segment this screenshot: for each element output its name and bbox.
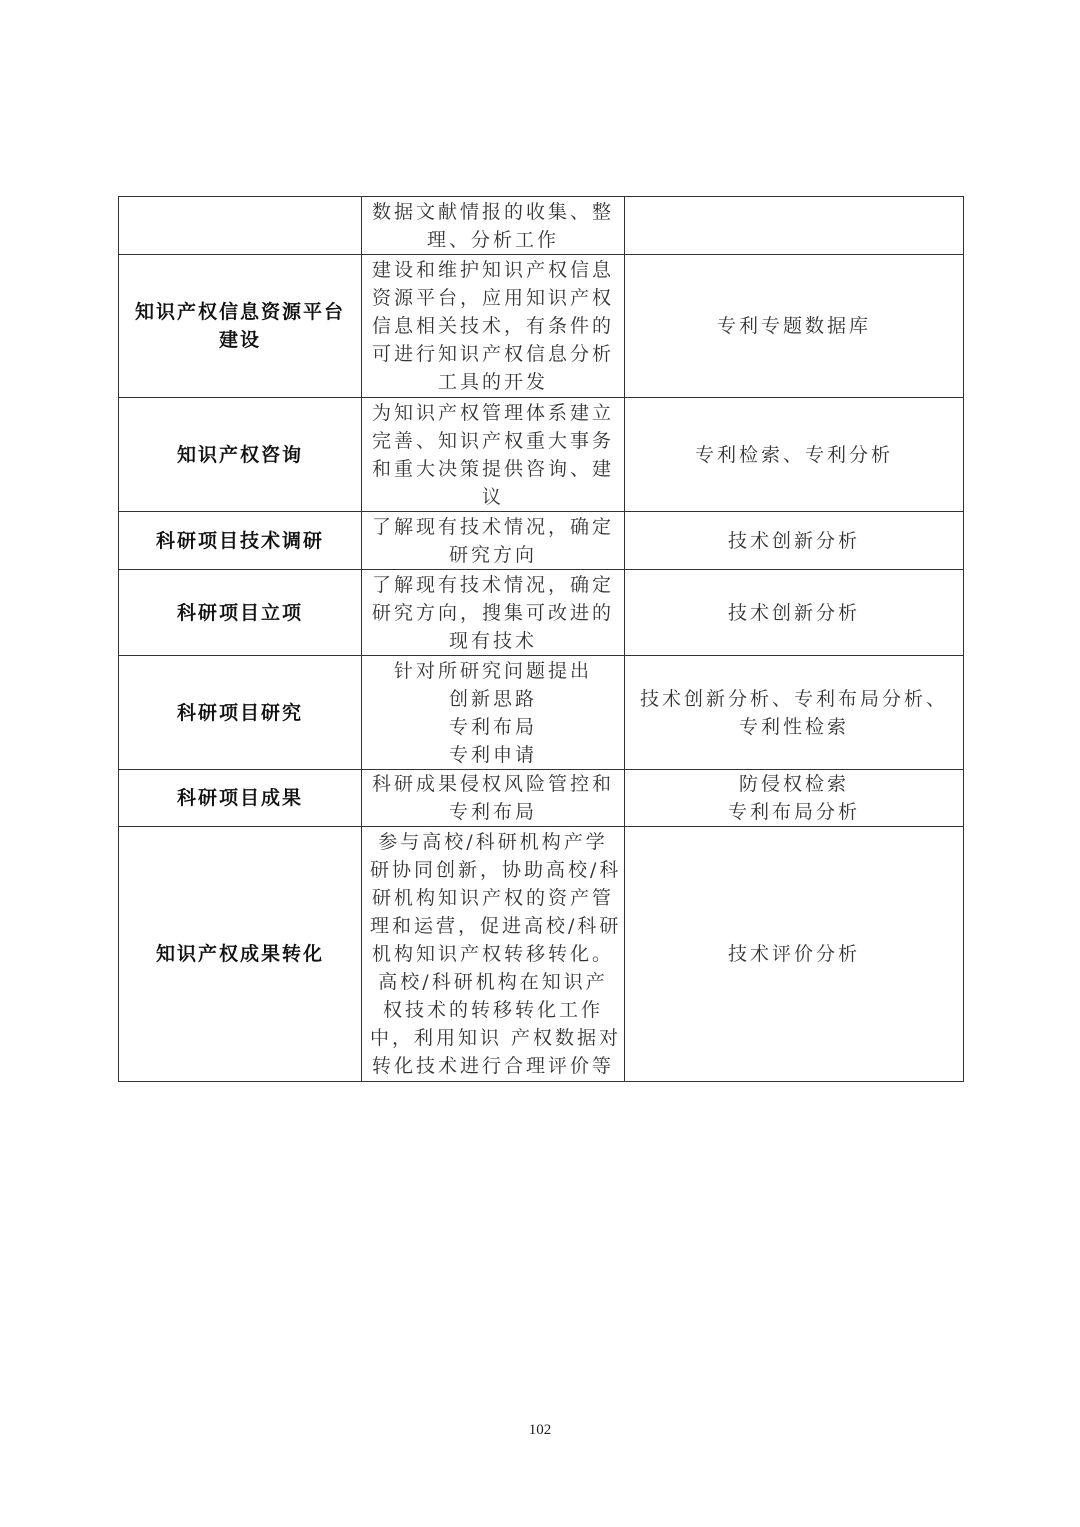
content-line: 高校/科研机构在知识产 [378,971,608,993]
content-cell [362,570,625,656]
services-line: 技术创新分析 [727,529,860,552]
content-cell [362,827,625,1082]
activity-line: 科研项目成果 [176,787,303,809]
services-line: 专利性检索 [738,715,849,738]
content-line: 创新思路 [448,687,537,710]
services-line: 技术创新分析、专利布局分析、 [639,687,948,710]
activity-cell [119,197,362,255]
content-line: 现有技术 [448,629,537,652]
content-line: 资源平台，应用知识产权 [371,287,614,309]
content-line: 机构知识产权转移转化。 [371,943,614,965]
activity-line: 建设 [218,329,261,351]
content-line: 数据文献情报的收集、整 [371,200,614,223]
table-row [119,398,964,512]
content-cell [362,512,625,570]
content-line: 和重大决策提供咨询、建 [371,457,614,480]
activity-cell [119,770,362,827]
ip-services-table [118,196,964,1082]
activity-cell [119,570,362,656]
activity-cell [119,512,362,570]
services-cell [625,656,964,770]
table-row [119,827,964,1082]
content-cell [362,197,625,255]
activity-cell [119,827,362,1082]
content-line: 专利申请 [448,743,537,766]
content-line: 议 [481,485,504,508]
table-row [119,512,964,570]
activity-line: 知识产权信息资源平台 [134,301,345,323]
table-row [119,656,964,770]
content-line: 工具的开发 [437,371,548,393]
page-number: 102 [528,1422,552,1438]
content-line: 权技术的转移转化工作 [382,999,603,1021]
content-line: 参与高校/科研机构产学 [378,831,608,853]
services-cell [625,570,964,656]
activity-cell [119,398,362,512]
activity-line: 知识产权成果转化 [155,943,324,965]
services-cell [625,398,964,512]
activity-line: 科研项目技术调研 [155,529,324,552]
activity-line: 科研项目研究 [176,701,303,724]
services-line: 防侵权检索 [738,773,849,795]
content-line: 信息相关技术，有条件的 [371,315,614,337]
content-line: 研机构知识产权的资产管 [371,887,614,909]
content-line: 研究方向，搜集可改进的 [371,601,614,624]
activity-cell [119,255,362,398]
content-line: 完善、知识产权重大事务 [371,429,614,452]
content-line: 了解现有技术情况，确定 [371,515,614,538]
services-line: 专利布局分析 [727,801,860,823]
services-line: 技术创新分析 [727,601,860,624]
content-cell [362,770,625,827]
activity-line: 知识产权咨询 [176,443,303,466]
activity-line: 科研项目立项 [176,601,303,624]
content-line: 科研成果侵权风险管控和 [371,773,614,795]
services-cell [625,770,964,827]
content-line: 为知识产权管理体系建立 [371,401,614,424]
table-row [119,770,964,827]
services-line: 专利专题数据库 [716,315,871,337]
content-line: 针对所研究问题提出 [393,659,592,682]
content-line: 转化技术进行合理评价等 [371,1055,614,1077]
content-line: 研协同创新，协助高校/科 [370,859,622,881]
services-cell [625,197,964,255]
content-line: 中，利用知识 产权数据对 [370,1027,622,1049]
content-cell [362,656,625,770]
content-cell [362,398,625,512]
table-row [119,255,964,398]
content-line: 可进行知识产权信息分析 [371,343,614,365]
content-line: 专利布局 [448,715,537,738]
content-cell [362,255,625,398]
table-row [119,197,964,255]
services-cell [625,827,964,1082]
table-body [119,197,964,1082]
content-line: 理和运营，促进高校/科研 [370,915,622,937]
content-line: 研究方向 [448,543,537,566]
content-line: 建设和维护知识产权信息 [371,259,614,281]
services-cell [625,255,964,398]
content-line: 了解现有技术情况，确定 [371,573,614,596]
activity-cell [119,656,362,770]
services-line: 专利检索、专利分析 [694,443,893,466]
content-line: 专利布局 [448,801,537,823]
services-line: 技术评价分析 [727,943,860,965]
table-row [119,570,964,656]
services-cell [625,512,964,570]
content-line: 理、分析工作 [426,228,559,251]
